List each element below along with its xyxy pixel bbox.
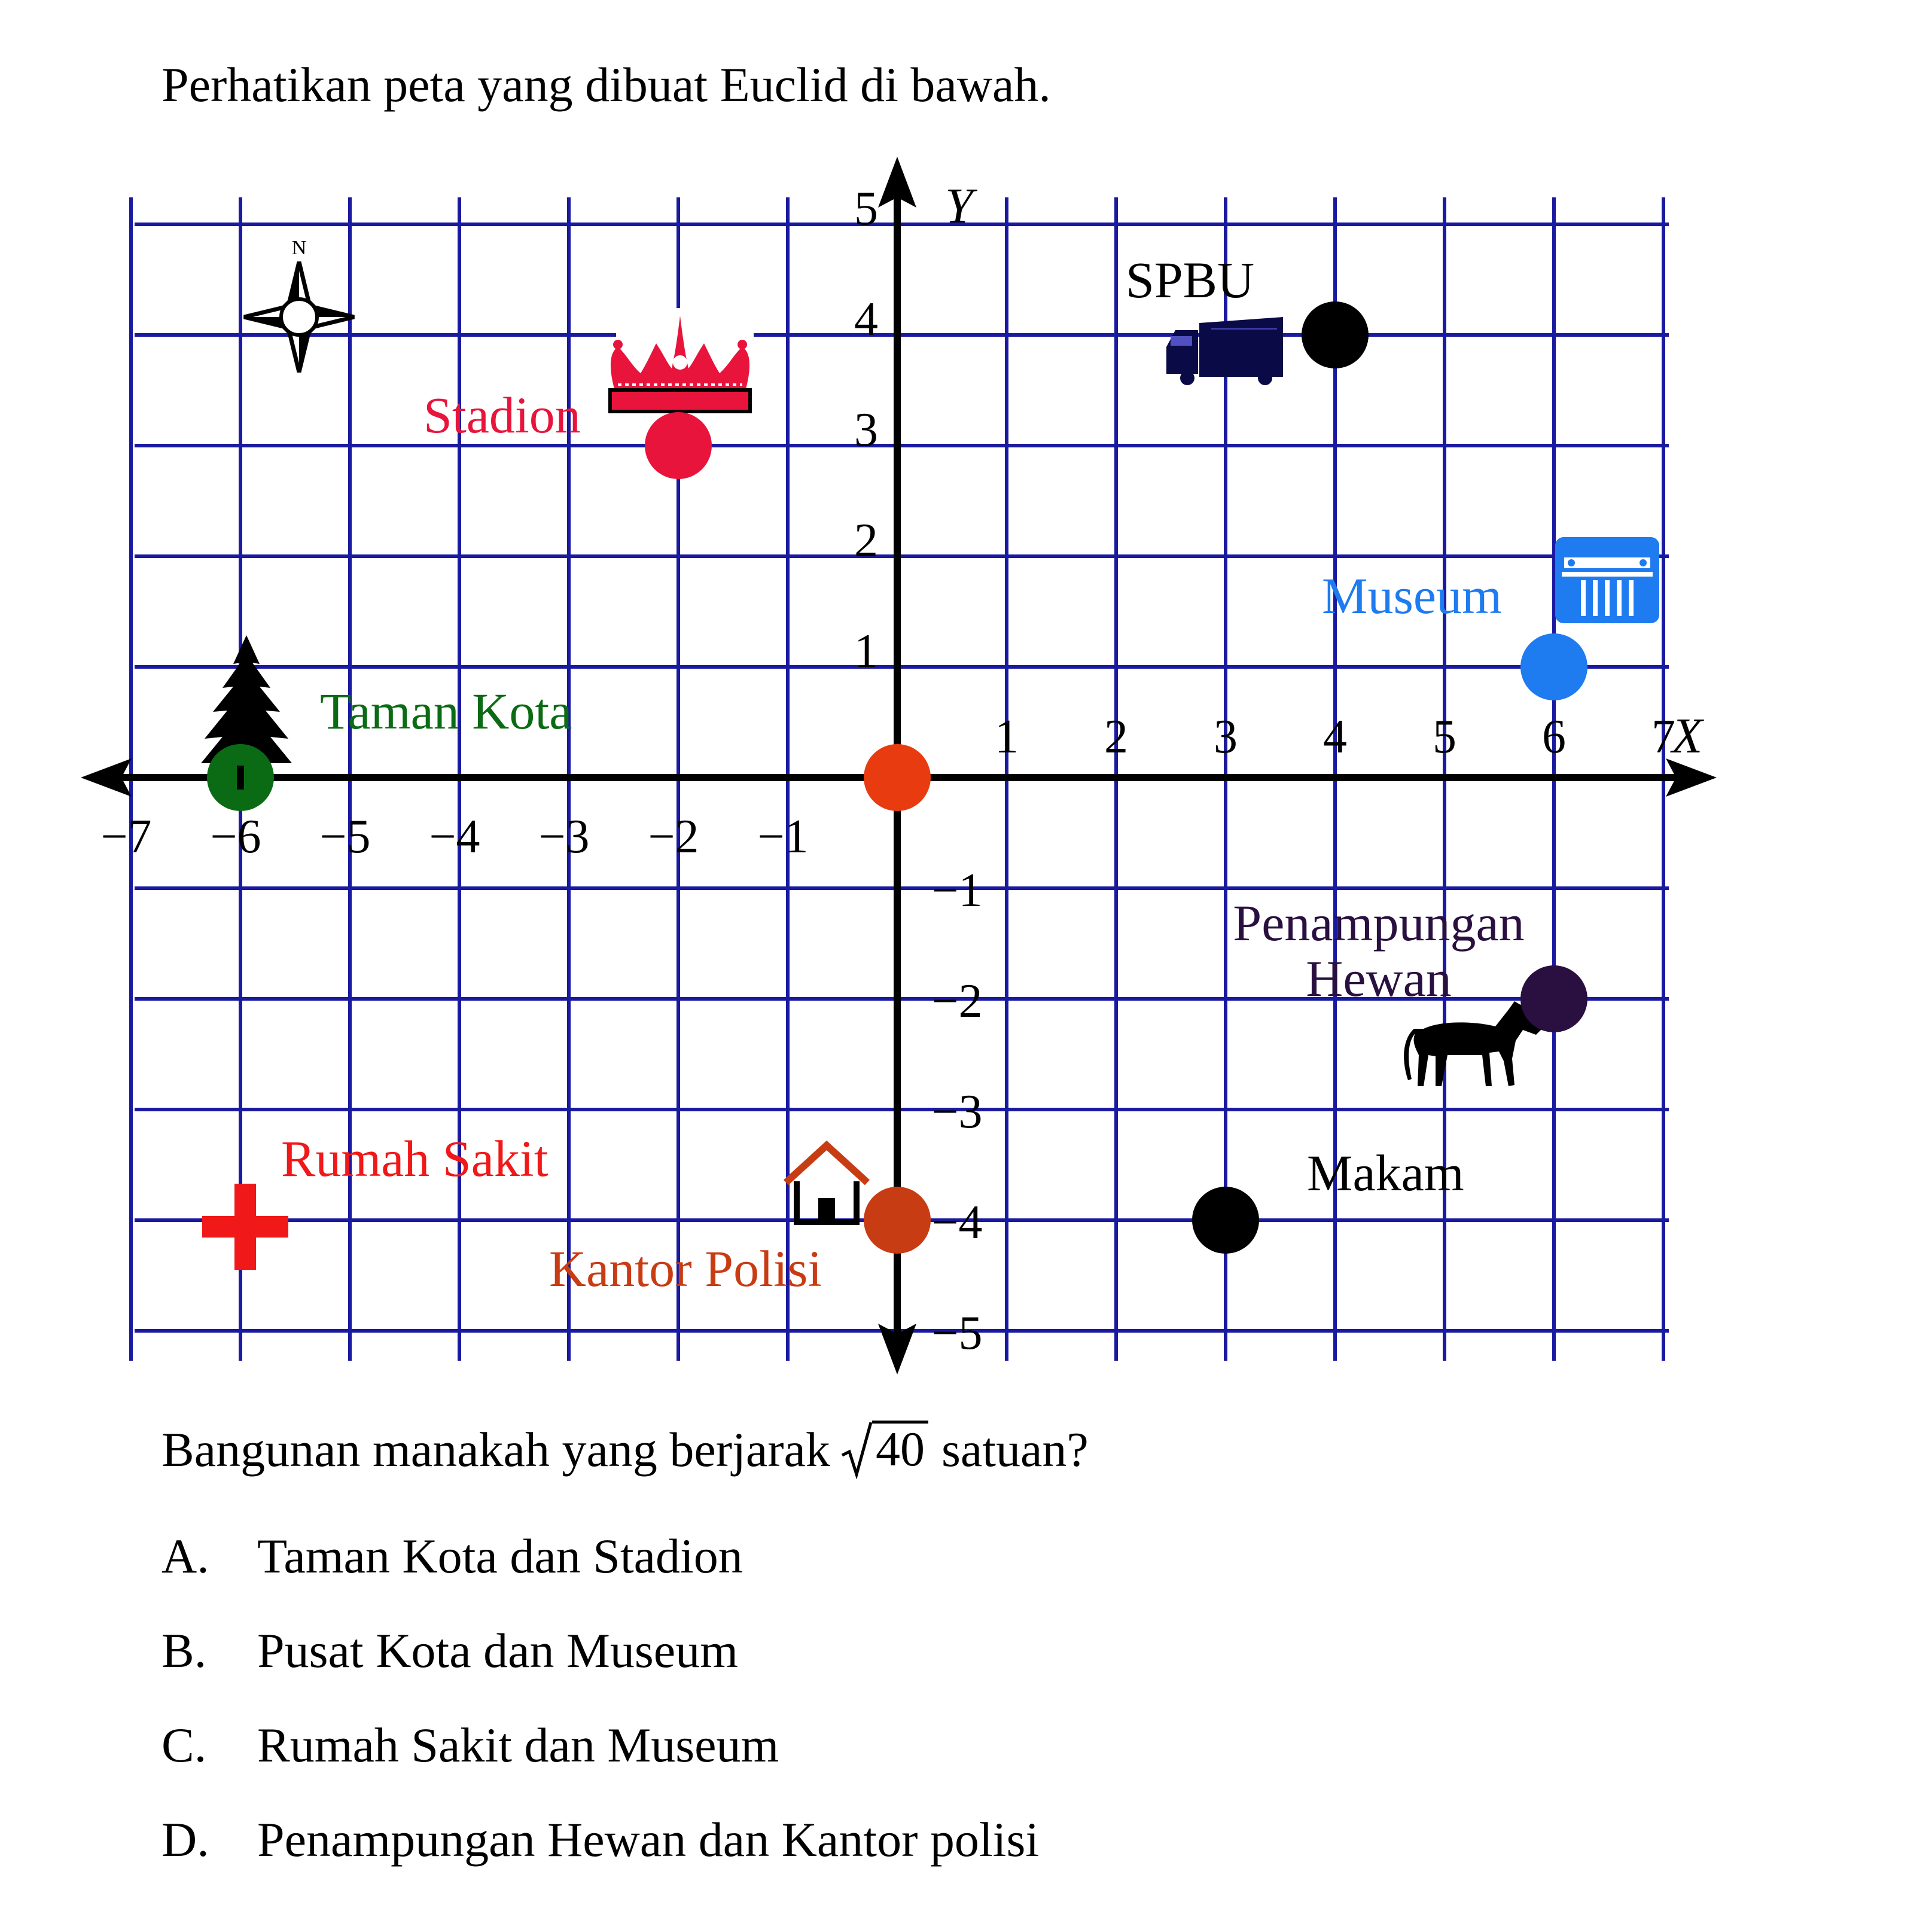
spbu-point <box>1302 301 1369 368</box>
museum-column-icon <box>1555 537 1659 623</box>
y-axis-label: Y <box>945 178 973 234</box>
y-tick-label: −3 <box>931 1086 983 1138</box>
y-tick-label: −2 <box>931 975 983 1028</box>
x-tick-label: 3 <box>1214 711 1238 763</box>
makam-point <box>1192 1187 1259 1254</box>
y-tick-label: 3 <box>854 404 878 456</box>
x-tick-label: 6 <box>1542 711 1566 763</box>
y-tick-label: 1 <box>854 625 878 678</box>
museum-label: Museum <box>1322 567 1502 624</box>
stadion-label: Stadion <box>423 386 581 444</box>
tree-trunk <box>237 766 244 790</box>
spbu-truck-icon <box>1166 317 1283 385</box>
penampungan-donkey-icon <box>1404 998 1542 1086</box>
rumah-sakit-cross-icon <box>202 1184 288 1270</box>
museum-point <box>1520 633 1587 700</box>
x-tick-label: −6 <box>210 810 261 863</box>
kantor-polisi-point <box>864 1187 931 1254</box>
y-tick-label: −5 <box>931 1307 983 1360</box>
intro-text: Perhatikan peta yang dibuat Euclid di bawah. <box>161 57 1051 112</box>
x-tick-label: 5 <box>1433 711 1456 763</box>
option-d-letter: D. <box>161 1812 209 1867</box>
taman-kota-label: Taman Kota <box>320 682 572 740</box>
option-c-text: Rumah Sakit dan Museum <box>257 1718 779 1772</box>
x-tick-label: −5 <box>319 810 371 863</box>
x-tick-label: −2 <box>648 810 699 863</box>
option-d-text: Penampungan Hewan dan Kantor polisi <box>257 1812 1040 1867</box>
question-before: Bangunan manakah yang berjarak <box>161 1422 830 1477</box>
x-tick-label: 4 <box>1323 711 1347 763</box>
kantor-polisi-label: Kantor Polisi <box>549 1240 822 1297</box>
y-tick-label: 2 <box>854 514 878 567</box>
x-tick-label: 7 <box>1651 711 1675 763</box>
spbu-label: SPBU <box>1126 251 1255 309</box>
square-root <box>841 1421 928 1479</box>
makam-label: Makam <box>1307 1144 1464 1202</box>
option-a-letter: A. <box>161 1529 209 1583</box>
option-a-text: Taman Kota dan Stadion <box>257 1529 743 1583</box>
stadion-point <box>645 412 712 479</box>
question-text <box>161 1421 1089 1479</box>
option-b[interactable] <box>161 1623 738 1679</box>
option-a[interactable] <box>161 1528 743 1584</box>
option-c[interactable] <box>161 1717 779 1773</box>
x-tick-label: −1 <box>757 810 809 863</box>
kantor-polisi-house-icon <box>786 1145 867 1222</box>
penampungan-label-line2: Hewan <box>1306 950 1452 1007</box>
x-tick-label: 2 <box>1104 711 1128 763</box>
rumah-sakit-label: Rumah Sakit <box>281 1130 548 1187</box>
x-tick-label: 1 <box>995 711 1019 763</box>
question-after: satuan? <box>941 1422 1089 1477</box>
sqrt-radicand: 40 <box>872 1421 928 1479</box>
x-axis-label: X <box>1672 708 1703 764</box>
x-tick-label: −3 <box>538 810 590 863</box>
radical-sign-icon <box>841 1421 872 1479</box>
option-b-text: Pusat Kota dan Museum <box>257 1623 738 1678</box>
pusat-kota-point <box>864 744 931 811</box>
option-b-letter: B. <box>161 1623 207 1678</box>
compass-north-label: N <box>291 237 307 259</box>
penampungan-point <box>1520 965 1587 1032</box>
option-c-letter: C. <box>161 1718 207 1772</box>
y-tick-label: 5 <box>854 182 878 235</box>
x-tick-label: −4 <box>429 810 480 863</box>
x-tick-label: −7 <box>100 810 152 863</box>
y-tick-label: −4 <box>931 1196 983 1249</box>
penampungan-label-line1: Penampungan <box>1233 894 1525 952</box>
y-tick-label: −1 <box>931 864 983 917</box>
y-tick-label: 4 <box>854 293 878 346</box>
option-d[interactable] <box>161 1812 1039 1868</box>
compass-icon <box>244 237 354 372</box>
stadion-backdrop <box>616 308 754 356</box>
